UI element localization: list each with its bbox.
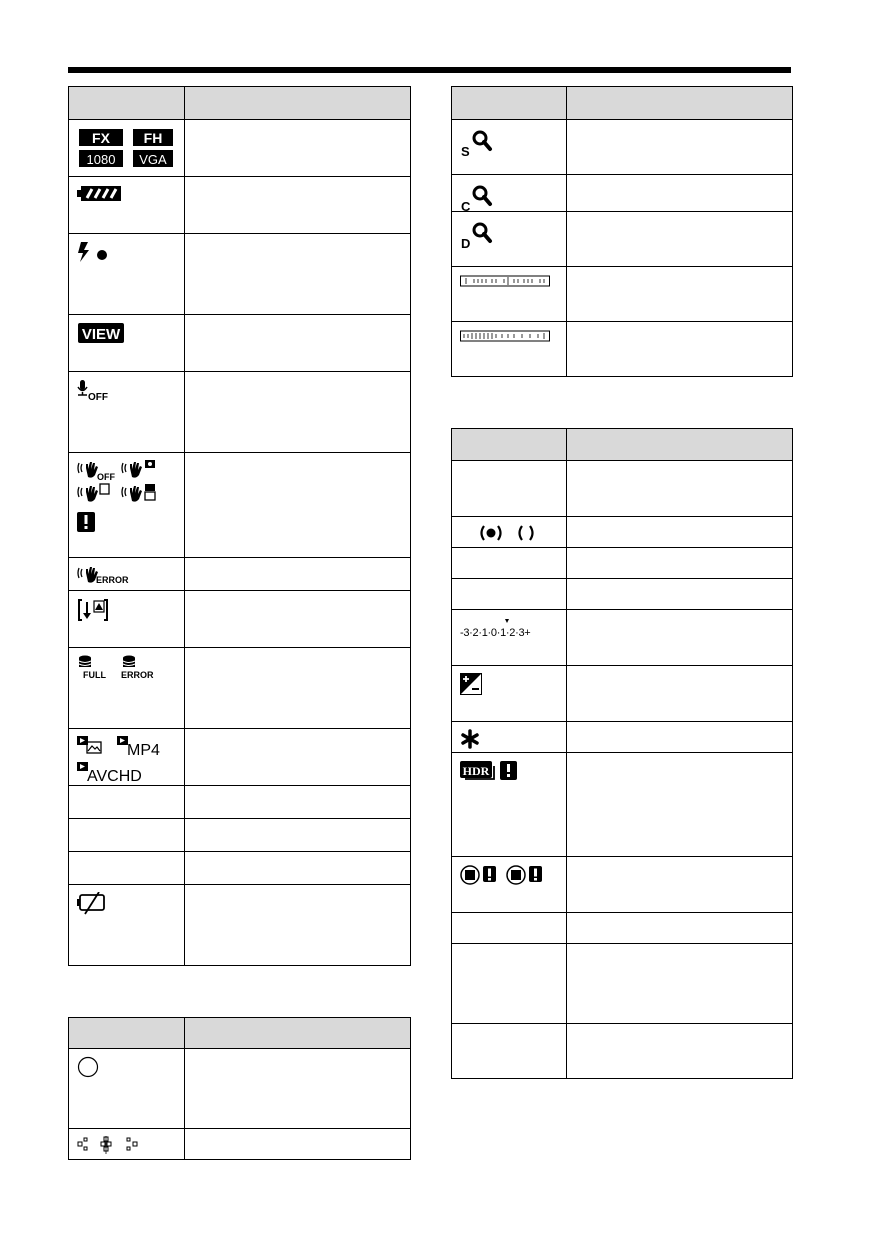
icon-cell bbox=[452, 322, 567, 377]
icon-cell bbox=[452, 722, 567, 753]
description-cell bbox=[185, 786, 411, 819]
description-cell bbox=[185, 729, 411, 786]
icon-cell bbox=[69, 558, 185, 591]
description-cell bbox=[185, 852, 411, 885]
playback-folder-icons bbox=[77, 736, 171, 784]
icon-cell bbox=[452, 267, 567, 322]
description-cell bbox=[185, 372, 411, 453]
description-cell bbox=[567, 175, 793, 212]
table-row bbox=[69, 1129, 411, 1160]
description-cell bbox=[567, 1024, 793, 1079]
svg-text:FULL: FULL bbox=[83, 670, 106, 679]
table-row bbox=[452, 461, 793, 517]
battery-warning-icon bbox=[77, 892, 107, 916]
icon-cell bbox=[69, 315, 185, 372]
svg-text:-3·2·1·0·1·2·3+: -3·2·1·0·1·2·3+ bbox=[460, 627, 531, 639]
icon-cell bbox=[69, 372, 185, 453]
focus-status-icons bbox=[452, 523, 566, 543]
description-cell bbox=[567, 461, 793, 517]
svg-text:HDR: HDR bbox=[462, 764, 490, 778]
description-cell bbox=[567, 753, 793, 857]
icon-cell bbox=[69, 648, 185, 729]
icon-cell bbox=[452, 461, 567, 517]
af-area-icon bbox=[77, 1136, 141, 1154]
camera-direction-icon bbox=[77, 598, 109, 622]
icon-cell bbox=[452, 579, 567, 610]
image-size-icons bbox=[77, 127, 177, 169]
header-cell bbox=[452, 429, 567, 461]
table-row bbox=[69, 234, 411, 315]
description-cell bbox=[185, 234, 411, 315]
table-row bbox=[69, 786, 411, 819]
description-cell bbox=[567, 610, 793, 666]
svg-text:OFF: OFF bbox=[88, 392, 108, 401]
top-rule bbox=[68, 67, 791, 73]
icon-cell bbox=[69, 885, 185, 966]
warning-icon bbox=[77, 512, 95, 532]
icon-cell bbox=[452, 913, 567, 944]
description-cell bbox=[567, 944, 793, 1024]
table-row bbox=[452, 857, 793, 913]
exposure-scale-icon bbox=[460, 617, 560, 639]
description-cell bbox=[567, 579, 793, 610]
svg-text:ERROR: ERROR bbox=[121, 670, 154, 679]
table-row bbox=[69, 372, 411, 453]
icon-cell bbox=[69, 786, 185, 819]
table-header bbox=[69, 87, 411, 120]
description-cell bbox=[185, 1049, 411, 1129]
description-cell bbox=[185, 648, 411, 729]
description-cell bbox=[185, 177, 411, 234]
icon-cell bbox=[452, 857, 567, 913]
description-cell bbox=[185, 1129, 411, 1160]
indicator-table-1 bbox=[68, 86, 411, 966]
icon-cell bbox=[452, 120, 567, 175]
hand-icon bbox=[78, 462, 98, 478]
svg-text:OFF: OFF bbox=[97, 472, 115, 482]
icon-cell bbox=[452, 175, 567, 212]
description-cell bbox=[567, 212, 793, 267]
description-cell bbox=[567, 666, 793, 722]
header-cell bbox=[567, 87, 793, 120]
description-cell bbox=[567, 267, 793, 322]
table-row bbox=[452, 913, 793, 944]
table-row bbox=[452, 944, 793, 1024]
table-row bbox=[452, 548, 793, 579]
description-cell bbox=[567, 548, 793, 579]
header-cell bbox=[69, 1018, 185, 1049]
exposure-indicator-bar-icon bbox=[460, 329, 552, 343]
table-row bbox=[452, 175, 793, 212]
memory-full-error-icons bbox=[77, 655, 157, 679]
table-row bbox=[69, 177, 411, 234]
icon-cell bbox=[452, 666, 567, 722]
description-cell bbox=[185, 315, 411, 372]
icon-cell bbox=[452, 753, 567, 857]
table-row bbox=[452, 666, 793, 722]
table-row bbox=[69, 648, 411, 729]
table-row bbox=[452, 322, 793, 377]
picture-effect-warning-icons bbox=[460, 864, 552, 888]
ae-lock-icon bbox=[460, 729, 482, 749]
header-cell bbox=[185, 87, 411, 120]
vga-icon: VGA bbox=[139, 152, 167, 167]
icon-cell bbox=[69, 120, 185, 177]
icon-cell bbox=[69, 453, 185, 558]
table-header bbox=[452, 429, 793, 461]
description-cell bbox=[567, 857, 793, 913]
table-row bbox=[69, 591, 411, 648]
indicator-table-4 bbox=[451, 428, 793, 1079]
table-row bbox=[69, 315, 411, 372]
description-cell bbox=[185, 558, 411, 591]
battery-icon bbox=[77, 184, 123, 204]
icon-cell bbox=[69, 729, 185, 786]
header-cell bbox=[567, 429, 793, 461]
table-row bbox=[452, 753, 793, 857]
svg-text:D: D bbox=[461, 236, 471, 249]
icon-cell bbox=[452, 548, 567, 579]
description-cell bbox=[185, 885, 411, 966]
icon-cell bbox=[452, 610, 567, 666]
digital-zoom-icon bbox=[460, 219, 500, 249]
hdr-warning-icon bbox=[460, 760, 520, 784]
icon-cell bbox=[69, 819, 185, 852]
table-row bbox=[69, 729, 411, 786]
hand-camera-movie-icon bbox=[122, 484, 155, 502]
level-gauge-bar-icon bbox=[460, 274, 552, 288]
table-header bbox=[69, 1018, 411, 1049]
table-row bbox=[452, 579, 793, 610]
table-header bbox=[452, 87, 793, 120]
table-row bbox=[452, 120, 793, 175]
description-cell bbox=[567, 322, 793, 377]
description-cell bbox=[567, 913, 793, 944]
table-row bbox=[452, 1024, 793, 1079]
clear-image-zoom-icon bbox=[460, 182, 500, 212]
table-row bbox=[452, 722, 793, 753]
flash-charging-icon bbox=[77, 241, 111, 263]
svg-text:VIEW: VIEW bbox=[81, 326, 121, 343]
steadyshot-error-icon bbox=[77, 565, 139, 585]
icon-cell bbox=[69, 1129, 185, 1160]
smart-zoom-icon bbox=[460, 127, 500, 157]
view-icon bbox=[77, 322, 125, 344]
icon-cell bbox=[452, 212, 567, 267]
description-cell bbox=[567, 722, 793, 753]
icon-cell bbox=[452, 1024, 567, 1079]
indicator-table-2 bbox=[68, 1017, 411, 1160]
table-row bbox=[452, 212, 793, 267]
table-row bbox=[69, 1049, 411, 1129]
table-row bbox=[69, 120, 411, 177]
header-cell bbox=[69, 87, 185, 120]
exposure-compensation-icon bbox=[460, 673, 484, 697]
fx-icon: FX bbox=[92, 130, 110, 146]
description-cell bbox=[567, 517, 793, 548]
header-cell bbox=[185, 1018, 411, 1049]
table-row bbox=[69, 453, 411, 558]
spot-metering-circle-icon bbox=[77, 1056, 99, 1078]
svg-text:S: S bbox=[461, 144, 470, 157]
description-cell bbox=[185, 453, 411, 558]
database-icon bbox=[79, 656, 91, 668]
table-row bbox=[452, 610, 793, 666]
1080-icon: 1080 bbox=[86, 152, 116, 167]
icon-cell bbox=[69, 177, 185, 234]
description-cell bbox=[185, 591, 411, 648]
description-cell bbox=[185, 120, 411, 177]
description-cell bbox=[185, 819, 411, 852]
description-cell bbox=[567, 120, 793, 175]
icon-cell bbox=[452, 944, 567, 1024]
icon-cell bbox=[69, 234, 185, 315]
header-cell bbox=[452, 87, 567, 120]
steadyshot-icons bbox=[77, 460, 167, 536]
table-row bbox=[69, 819, 411, 852]
svg-text:ERROR: ERROR bbox=[96, 575, 129, 585]
table-row bbox=[452, 517, 793, 548]
svg-text:MP4: MP4 bbox=[127, 742, 160, 759]
hand-camera-icon bbox=[122, 460, 155, 478]
icon-cell bbox=[69, 1049, 185, 1129]
svg-text:AVCHD: AVCHD bbox=[87, 768, 142, 784]
mic-off-icon bbox=[77, 379, 113, 401]
icon-cell bbox=[452, 517, 567, 548]
table-row bbox=[452, 267, 793, 322]
table-row bbox=[69, 852, 411, 885]
svg-text:C: C bbox=[461, 199, 471, 212]
indicator-table-3 bbox=[451, 86, 793, 377]
icon-cell bbox=[69, 591, 185, 648]
fh-icon: FH bbox=[143, 130, 163, 146]
icon-cell bbox=[69, 852, 185, 885]
table-row bbox=[69, 558, 411, 591]
table-row bbox=[69, 885, 411, 966]
hand-movie-icon bbox=[78, 484, 109, 502]
